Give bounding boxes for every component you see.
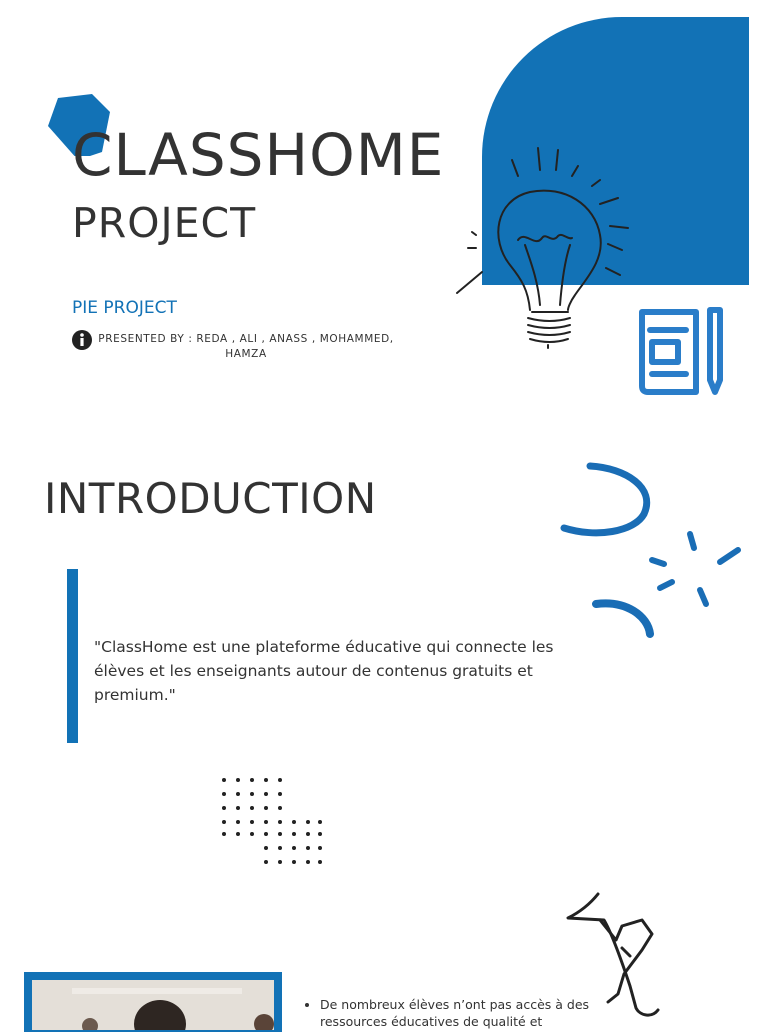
- decorative-brush-strokes: [556, 458, 752, 644]
- lightbulb-icon: [450, 140, 660, 355]
- decorative-dot-grid: [218, 774, 328, 870]
- title-line-1: CLASSHOME: [72, 121, 445, 189]
- info-icon: [72, 330, 92, 350]
- classroom-photo: [32, 980, 274, 1030]
- title-line-2: PROJECT: [72, 199, 257, 247]
- subtitle: PIE PROJECT: [72, 298, 177, 318]
- notebook-pencil-icon: [634, 302, 730, 398]
- section-heading: INTRODUCTION: [44, 474, 377, 523]
- presented-by-text: PRESENTED BY : REDA , ALI , ANASS , MOHAMMED, HAMZA: [98, 333, 394, 360]
- quote-accent-bar: [67, 569, 78, 743]
- list-item: • De nombreux élèves n’ont pas accès à des ressources éducatives de qualité et: [320, 996, 608, 1030]
- intro-quote: "ClassHome est une plateforme éducative qui connecte les élèves et les enseignants autour de contenus gratuits et premium.": [94, 638, 554, 704]
- bullet-list: [308, 996, 608, 1030]
